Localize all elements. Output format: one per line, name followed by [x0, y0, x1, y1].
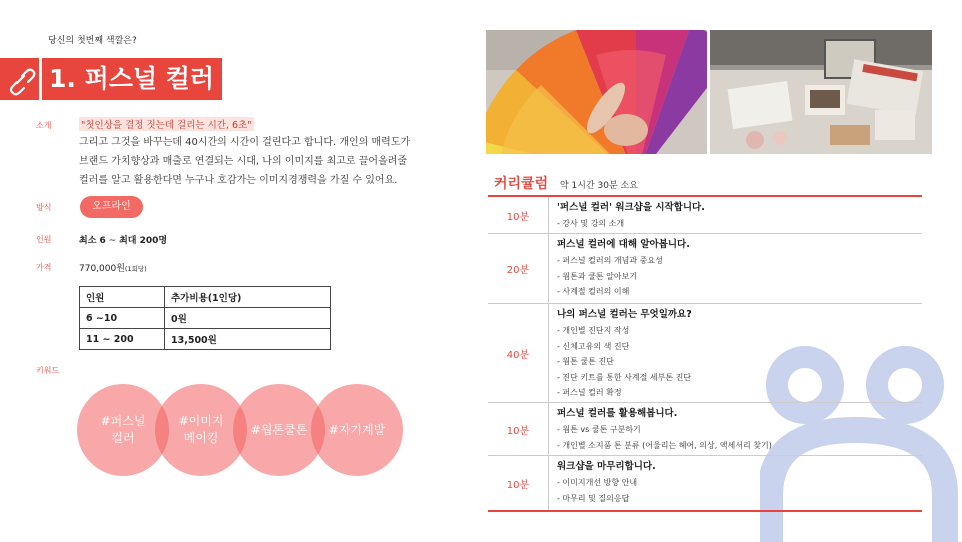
curriculum-item: - 강사 및 강의 소개 [557, 219, 625, 228]
curriculum-duration: 약 1시간 30분 소요 [560, 181, 638, 191]
color-kit-photo [710, 30, 932, 154]
intro-line: 그리고 그것을 바꾸는데 40시간의 시간이 걸린다고 합니다. 개인의 매력도가 [79, 137, 411, 148]
curriculum-row [488, 456, 922, 510]
curriculum-item: - 이미지개선 방향 안내 [557, 478, 638, 487]
intro-line: 컬러를 알고 활용한다면 누구나 호감가는 이미지경쟁력을 가질 수 있어요. [79, 175, 398, 186]
people-min: 최소 6 [79, 236, 106, 246]
curriculum-item: - 개인별 진단지 작성 [557, 326, 630, 335]
intro-quote: "첫인상을 결정 짓는데 걸리는 시간, 6초" [79, 117, 254, 131]
link-icon [0, 58, 39, 100]
curriculum-row [488, 403, 922, 456]
curriculum-row [488, 304, 922, 403]
curriculum-item: - 웜톤 쿨톤 진단 [557, 357, 614, 366]
price-value [79, 261, 147, 274]
price-unit: (1회당) [124, 265, 147, 273]
price-amount: 770,000원 [79, 264, 125, 274]
table-cell: 6 ~10 [80, 308, 165, 329]
table-cell: 0원 [165, 308, 331, 329]
table-header: 인원 [80, 287, 165, 308]
curriculum-title: 커리큘럼 [494, 176, 549, 192]
intro-line: 브랜드 가치향상과 매출로 연결되는 시대, 나의 이미지를 최고로 끌어올려줄 [79, 156, 408, 167]
curriculum-time: 40분 [488, 304, 549, 402]
keyword-label: 키워드 [36, 366, 60, 375]
people-max: 최대 200명 [119, 236, 168, 246]
curriculum-item: - 개인별 소지품 톤 분류 (어울리는 헤어, 의상, 액세서리 찾기) [557, 440, 772, 450]
table-row [80, 329, 331, 350]
curriculum-heading: 나의 퍼스널 컬러는 무엇일까요? [557, 309, 692, 320]
keyword-text: #자기계발 [328, 422, 386, 437]
curriculum-item: - 웜톤 vs 쿨톤 구분하기 [557, 425, 641, 434]
curriculum-item: - 사계절 컬러의 이해 [557, 287, 630, 296]
method-label: 방식 [36, 203, 52, 212]
curriculum-bottom-rule [488, 510, 922, 512]
curriculum-item: - 퍼스널 컬러 확정 [557, 388, 622, 397]
curriculum-item: - 신체고유의 색 진단 [557, 341, 630, 351]
people-label: 인원 [36, 235, 52, 244]
keyword-text: 메이킹 [183, 431, 219, 445]
intro-label: 소개 [36, 121, 52, 130]
table-row [80, 308, 331, 329]
table-cell: 13,500원 [165, 329, 331, 350]
table-header-row [80, 287, 331, 308]
curriculum-heading: 퍼스널 컬러를 활용해봅니다. [557, 408, 678, 419]
price-table [79, 286, 331, 350]
curriculum-heading: 워크샵을 마무리합니다. [557, 461, 656, 472]
curriculum-item: - 웜톤과 쿨톤 알아보기 [557, 271, 638, 281]
curriculum-row [488, 234, 922, 304]
price-label: 가격 [36, 263, 52, 272]
method-badge: 오프라인 [80, 196, 143, 218]
table-cell: 11 ~ 200 [80, 329, 165, 350]
page-title: 1. 퍼스널 컬러 [42, 58, 222, 100]
tagline: 당신의 첫번째 색깔은? [48, 36, 137, 46]
keyword-text: 컬러 [111, 431, 135, 445]
curriculum-heading: '퍼스널 컬러' 워크샵을 시작합니다. [557, 202, 705, 213]
curriculum-heading: 퍼스널 컬러에 대해 알아봅니다. [557, 239, 690, 250]
intro-text [79, 133, 459, 190]
table-header: 추가비용(1인당) [165, 287, 331, 308]
curriculum-item: - 퍼스널 컬러의 개념과 중요성 [557, 256, 663, 265]
keyword-circle [311, 384, 403, 476]
curriculum-time: 10분 [488, 197, 549, 233]
people-value [79, 233, 167, 246]
keyword-text: #이미지 [178, 414, 224, 428]
people-sep: ~ [105, 236, 120, 246]
curriculum-time: 10분 [488, 456, 549, 510]
curriculum-item: - 진단 키트를 통한 사계절 세부톤 진단 [557, 372, 692, 382]
curriculum-row [488, 197, 922, 234]
curriculum-time: 20분 [488, 234, 549, 303]
keyword-text: #웜톤쿨톤 [250, 422, 308, 437]
curriculum-item: - 마무리 및 질의응답 [557, 493, 630, 503]
keyword-text: #퍼스널 [100, 414, 146, 428]
color-fan-photo [486, 30, 707, 154]
curriculum-time: 10분 [488, 403, 549, 455]
